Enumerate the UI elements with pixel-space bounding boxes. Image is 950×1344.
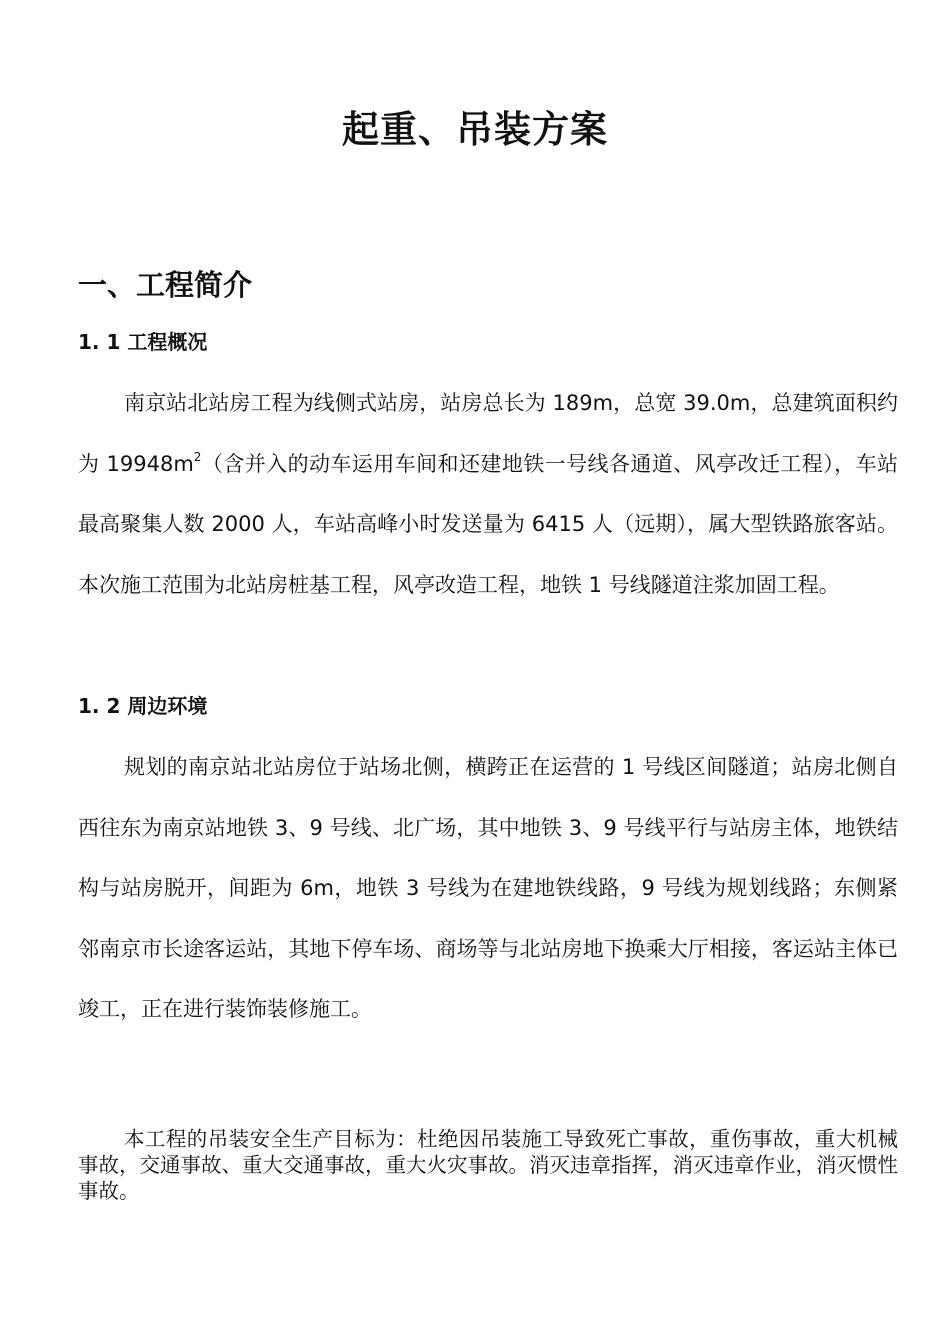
section-heading-project-overview: 一、工程简介 (78, 268, 253, 302)
superscript-square: 2 (193, 449, 202, 464)
paragraph-surroundings: 规划的南京站北站房位于站场北侧，横跨正在运营的 1 号线区间隧道；站房北侧自西往东为南京站地铁 3、9 号线、北广场，其中地铁 3、9 号线平行与站房主体，地铁结构与站房脱开，间距为 6m，地铁 3 号线为在建地铁线路，9 号线为规划线路；东侧紧邻南京市长途客运站，其地下停车场、商场等与北站房地下换乘大厅相接，客运站主体已竣工，正在进行装饰装修施工。 (78, 755, 898, 1021)
subsection-heading-project-summary: 1. 1 工程概况 (78, 330, 208, 354)
paragraph-safety-goal: 本工程的吊装安全生产目标为：杜绝因吊装施工导致死亡事故，重伤事故，重大机械事故，交通事故、重大交通事故，重大火灾事故。消灭违章指挥，消灭违章作业，消灭惯性事故。 (78, 1127, 898, 1203)
paragraph-project-summary-part2: （含并入的动车运用车间和还建地铁一号线各通道、风亭改迁工程），车站最高聚集人数 2000 人，车站高峰小时发送量为 6415 人（远期），属大型铁路旅客站。本次施工范围为北站房桩基工程，风亭改造工程，地铁 1 号线隧道注浆加固工程。 (78, 451, 899, 597)
subsection-heading-surroundings: 1. 2 周边环境 (78, 694, 208, 718)
document-title: 起重、吊装方案 (342, 108, 608, 151)
paragraph-project-summary-part1: 南京站北站房工程为线侧式站房，站房总长为 189m，总宽 39.0m，总建筑面积约为 19948m (78, 391, 898, 476)
paragraph-project-summary (78, 373, 898, 615)
